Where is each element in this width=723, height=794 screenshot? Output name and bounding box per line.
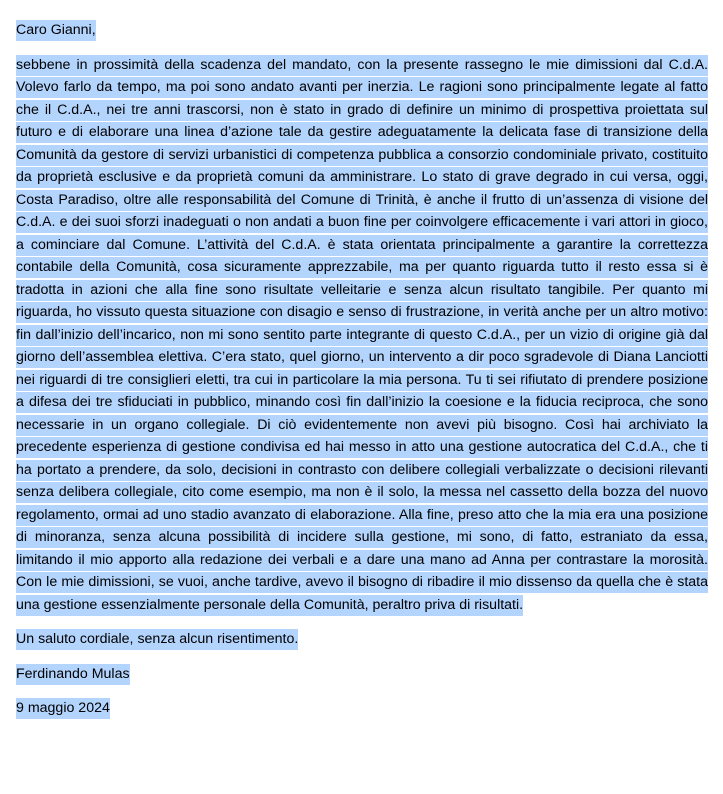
signature-paragraph [16, 663, 708, 686]
letter-document [16, 19, 708, 732]
body-text[interactable]: sebbene in prossimità della scadenza del mandato, con la presente rassegno le mie dimissioni dal C.d.A. Volevo farlo da tempo, ma poi sono andato avanti per inerzia. Le ragioni sono principalmente legate al fatto che il C.d.A., nei tre anni trascorsi, non è stato in grado di definire un minimo di prospettiva proiettata sul futuro e di elaborare una linea d’azione tale da gestire adeguatamente la delicata fase di transizione della Comunità da gestore di servizi urbanistici di competenza pubblica a consorzio condominiale privato, costituito da proprietà esclusive e da proprietà comuni da amministrare. Lo stato di grave degrado in cui versa, oggi, Costa Paradiso, oltre alle responsabilità del Comune di Trinità, è anche il frutto di un’assenza di visione del C.d.A. e dei suoi sforzi inadeguati o non andati a buon fine per coinvolgere efficacemente i vari attori in gioco, a cominciare dal Comune. L’attività del C.d.A. è stata orientata principalmente a garantire la correttezza contabile della Comunità, cosa sicuramente apprezzabile, ma per quanto riguarda tutto il resto essa si è tradotta in azioni che alla fine sono risultate velleitarie e senza alcun risultato tangibile. Per quanto mi riguarda, ho vissuto questa situazione con disagio e senso di frustrazione, in verità anche per un altro motivo: fin dall’inizio dell’incarico, non mi sono sentito parte integrante di questo C.d.A., per un vizio di origine già dal giorno dell’assemblea elettiva. C’era stato, quel giorno, un intervento a dir poco sgradevole di Diana Lanciotti nei riguardi di tre consiglieri eletti, tra cui in particolare la mia persona. Tu ti sei rifiutato di prendere posizione a difesa dei tre sfiduciati in pubblico, minando così fin dall’inizio la coesione e la fiducia reciproca, che sono necessarie in un organo collegiale. Di ciò evidentemente non avevi più bisogno. Così hai archiviato la precedente esperienza di gestione condivisa ed hai messo in atto una gestione autocratica del C.d.A., che ti ha portato a prendere, da solo, decisioni in contrasto con delibere collegiali verbalizzate o decisioni rilevanti senza delibera collegiale, cito come esempio, ma non è il solo, la messa nel cassetto della bozza del nuovo regolamento, ormai ad uno stadio avanzato di elaborazione. Alla fine, preso atto che la mia era una posizione di minoranza, senza alcuna possibilità di incidere sulla gestione, mi sono, di fatto, estraniato da essa, limitando il mio apporto alla redazione dei verbali e a dare una mano ad Anna per contrastare la morosità. Con le mie dimissioni, se vuoi, anche tardive, avevo il bisogno di ribadire il mio dissenso da quella che è stata una gestione essenzialmente personale della Comunità, peraltro priva di risultati. [16, 55, 708, 616]
date-paragraph [16, 697, 708, 720]
body-paragraph [16, 54, 708, 617]
signature-text[interactable]: Ferdinando Mulas [16, 664, 130, 685]
greeting-paragraph [16, 19, 708, 42]
closing-paragraph [16, 628, 708, 651]
closing-text[interactable]: Un saluto cordiale, senza alcun risentimento. [16, 629, 298, 650]
greeting-text[interactable]: Caro Gianni, [16, 20, 96, 41]
date-text[interactable]: 9 maggio 2024 [16, 698, 110, 719]
